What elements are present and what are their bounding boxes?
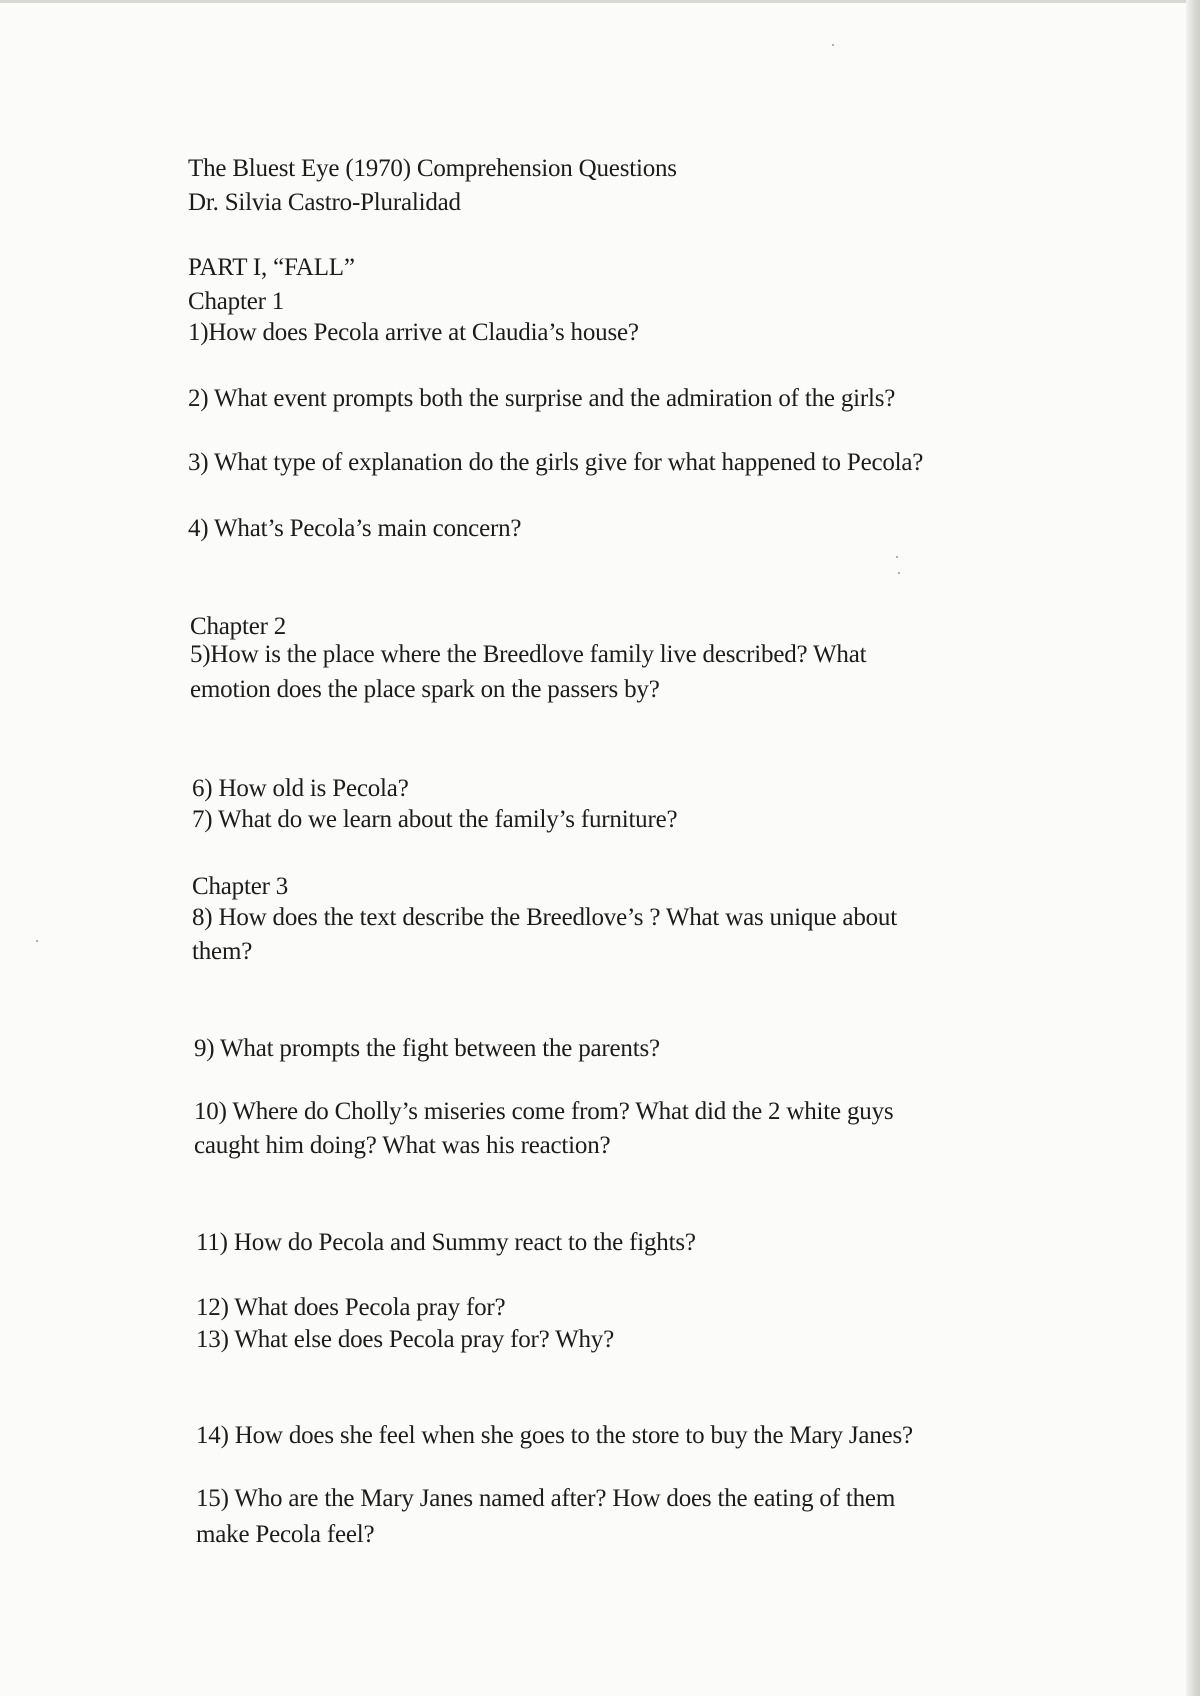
- scan-speck: [36, 940, 38, 942]
- question-11: 11) How do Pecola and Summy react to the fights?: [196, 1229, 696, 1256]
- chapter-heading: Chapter 3: [192, 873, 289, 900]
- document-title: The Bluest Eye (1970) Comprehension Questions: [188, 155, 677, 182]
- chapter-heading: Chapter 2: [190, 613, 287, 640]
- question-15-line-1: 15) Who are the Mary Janes named after? How does the eating of them: [196, 1485, 896, 1512]
- scan-edge-top: [0, 0, 1200, 3]
- question-2: 2) What event prompts both the surprise and the admiration of the girls?: [188, 385, 896, 412]
- question-1: 1)How does Pecola arrive at Claudia’s house?: [188, 319, 639, 346]
- question-10-line-2: caught him doing? What was his reaction?: [194, 1132, 611, 1159]
- scan-speck: [898, 572, 900, 574]
- question-12: 12) What does Pecola pray for?: [196, 1294, 506, 1321]
- question-5-line-2: emotion does the place spark on the passers by?: [190, 676, 660, 703]
- question-14: 14) How does she feel when she goes to the store to buy the Mary Janes?: [196, 1422, 913, 1449]
- question-15-line-2: make Pecola feel?: [196, 1521, 375, 1548]
- question-4: 4) What’s Pecola’s main concern?: [188, 515, 522, 542]
- chapter-heading: Chapter 1: [188, 288, 285, 315]
- question-13: 13) What else does Pecola pray for? Why?: [196, 1326, 615, 1353]
- question-10-line-1: 10) Where do Cholly’s miseries come from? What did the 2 white guys: [194, 1098, 894, 1125]
- scan-speck: [896, 556, 898, 558]
- question-5-line-1: 5)How is the place where the Breedlove family live described? What: [190, 641, 867, 668]
- question-3: 3) What type of explanation do the girls give for what happened to Pecola?: [188, 449, 924, 476]
- scan-edge-right: [1186, 0, 1200, 1696]
- question-8-line-1: 8) How does the text describe the Breedlove’s ? What was unique about: [192, 904, 897, 931]
- part-heading: PART I, “FALL”: [188, 254, 355, 281]
- question-7: 7) What do we learn about the family’s furniture?: [192, 806, 678, 833]
- document-author: Dr. Silvia Castro-Pluralidad: [188, 189, 461, 216]
- scan-speck: [832, 44, 834, 46]
- question-8-line-2: them?: [192, 938, 253, 965]
- question-9: 9) What prompts the fight between the parents?: [194, 1035, 660, 1062]
- question-6: 6) How old is Pecola?: [192, 775, 409, 802]
